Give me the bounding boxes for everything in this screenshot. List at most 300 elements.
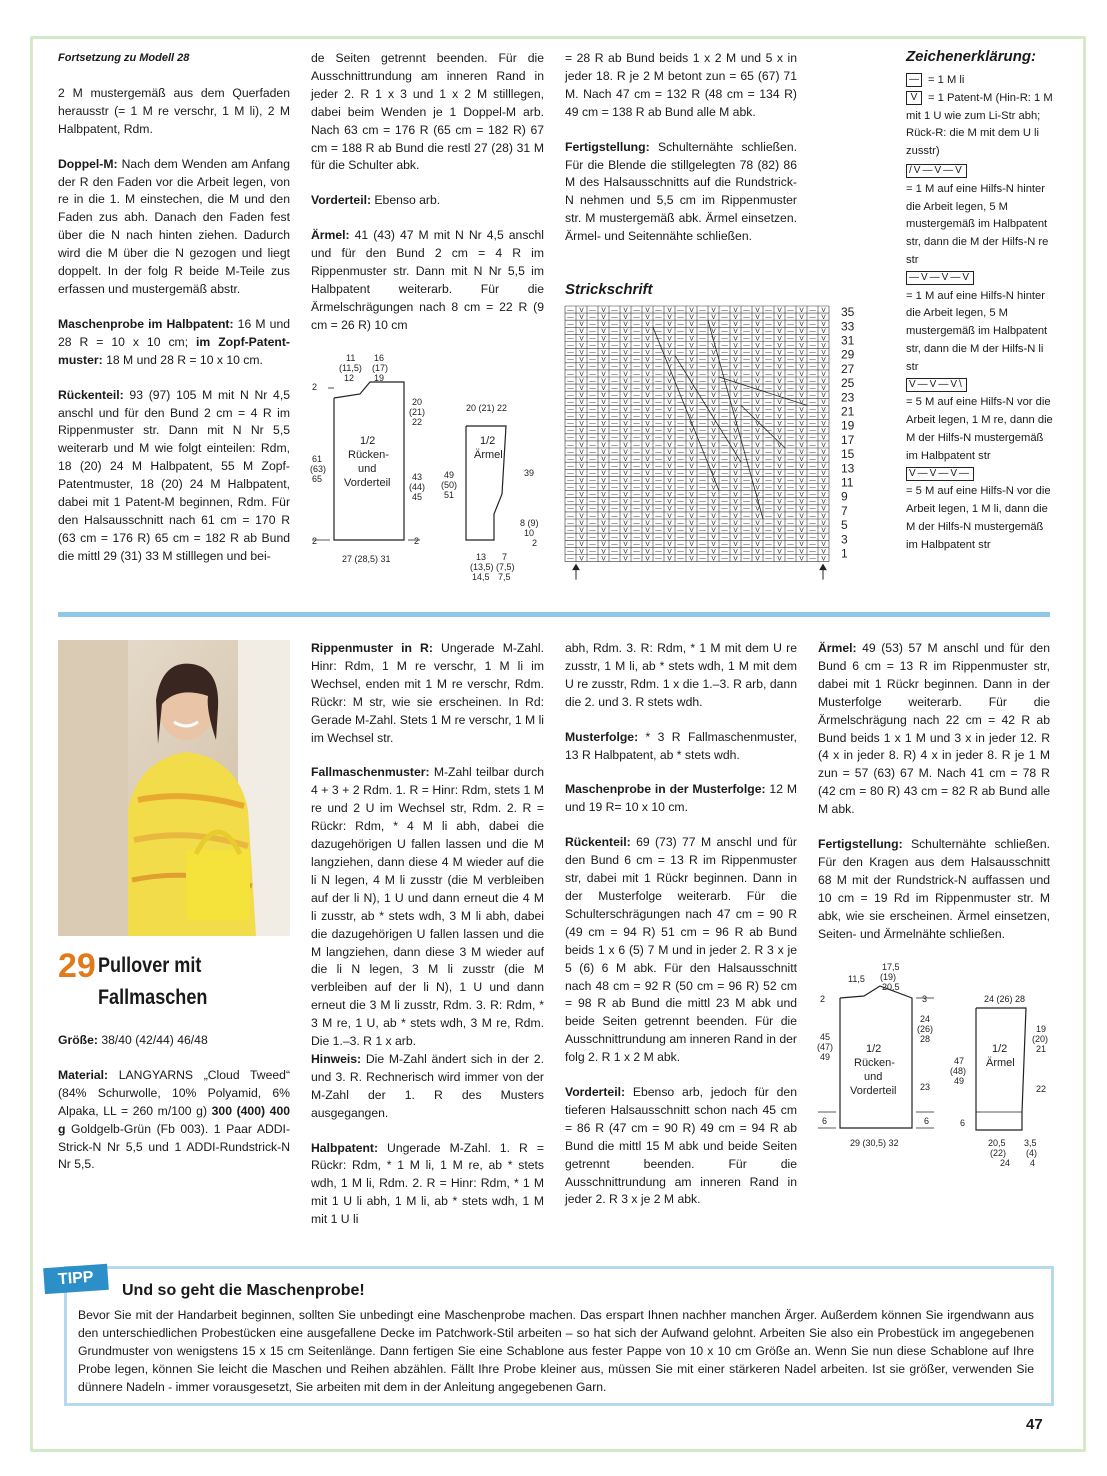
- svg-text:—: —: [633, 541, 640, 549]
- svg-text:—: —: [699, 527, 706, 534]
- svg-text:V: V: [799, 512, 804, 520]
- svg-text:V: V: [601, 392, 606, 400]
- svg-text:22: 22: [412, 417, 423, 427]
- svg-text:V: V: [645, 555, 650, 563]
- svg-text:—: —: [677, 548, 684, 556]
- svg-text:—: —: [787, 527, 794, 534]
- svg-text:V: V: [755, 512, 760, 520]
- svg-text:—: —: [699, 349, 706, 357]
- legend: [906, 72, 1056, 555]
- svg-text:—: —: [699, 491, 706, 499]
- svg-text:—: —: [743, 512, 750, 520]
- svg-text:—: —: [765, 470, 772, 478]
- svg-text:V: V: [711, 399, 716, 407]
- svg-text:V: V: [733, 484, 738, 492]
- svg-text:—: —: [589, 441, 596, 449]
- row-label: 35: [841, 305, 855, 320]
- svg-text:—: —: [677, 314, 684, 321]
- svg-text:—: —: [611, 349, 618, 357]
- row-label: 23: [841, 390, 855, 405]
- svg-text:6: 6: [822, 1116, 828, 1126]
- svg-text:—: —: [611, 420, 618, 428]
- svg-text:—: —: [567, 356, 574, 364]
- svg-text:V: V: [711, 356, 716, 364]
- svg-text:2: 2: [820, 994, 826, 1004]
- svg-text:—: —: [633, 335, 640, 343]
- svg-text:—: —: [765, 441, 772, 449]
- svg-text:Vorderteil: Vorderteil: [850, 1085, 897, 1097]
- svg-text:V: V: [579, 512, 584, 520]
- paragraph-halbpatent: Halbpatent: Ungerade M-Zahl. 1. R = Rückr: Rdm, * 1 M li, 1 M re, ab * stets wdh, 1 M li, Rdm. 2. R = Hinr: Rdm, * 1 M mit 1 U li abh, 1 M li, ab * stets wdh, 1 M mit 1 U li: [311, 1140, 544, 1227]
- svg-text:—: —: [633, 477, 640, 485]
- svg-text:V: V: [821, 363, 826, 371]
- svg-text:—: —: [611, 527, 618, 534]
- svg-text:—: —: [765, 519, 772, 527]
- svg-text:V: V: [711, 420, 716, 428]
- svg-text:—: —: [809, 441, 816, 449]
- svg-text:V: V: [799, 377, 804, 385]
- paragraph-doppel: Doppel-M: Nach dem Wenden am Anfang der R den Faden vor die Arbeit legen, von re in die 1. M einstechen, die M und den Faden zus abh. Danach den Faden fest über die N nach hinten ziehen. Dadurch wird die M über die N gezogen und liegt doppelt. In der folg R beide M-Teile zus erfassen und mustergemäß abstr.: [58, 156, 290, 296]
- svg-text:V: V: [777, 491, 782, 499]
- svg-text:—: —: [721, 349, 728, 357]
- svg-text:V: V: [667, 527, 672, 534]
- svg-text:V: V: [601, 463, 606, 471]
- svg-text:V: V: [667, 456, 672, 463]
- svg-text:V: V: [755, 434, 760, 442]
- svg-text:—: —: [743, 505, 750, 513]
- svg-text:V: V: [579, 399, 584, 407]
- svg-text:—: —: [589, 491, 596, 499]
- paragraph: 2 M mustergemäß aus dem Querfaden herausstr (= 1 M re verschr, 1 M li), 2 M Halbpatent, Rdm.: [58, 85, 290, 136]
- svg-text:—: —: [809, 463, 816, 471]
- svg-text:V: V: [579, 548, 584, 556]
- svg-text:—: —: [589, 306, 596, 314]
- svg-text:V: V: [733, 363, 738, 371]
- svg-text:—: —: [699, 321, 706, 329]
- svg-text:V: V: [601, 477, 606, 485]
- svg-text:V: V: [623, 534, 628, 542]
- svg-text:V: V: [689, 477, 694, 485]
- svg-text:—: —: [633, 314, 640, 321]
- svg-text:—: —: [655, 420, 662, 428]
- svg-text:—: —: [787, 321, 794, 329]
- svg-text:—: —: [787, 548, 794, 556]
- svg-text:—: —: [721, 392, 728, 400]
- svg-text:—: —: [677, 406, 684, 414]
- svg-text:—: —: [633, 470, 640, 478]
- svg-text:V: V: [733, 413, 738, 421]
- svg-text:—: —: [765, 406, 772, 414]
- row-label: 29: [841, 347, 855, 362]
- schematic-sleeve-29: [946, 986, 1050, 1168]
- svg-text:—: —: [721, 519, 728, 527]
- svg-text:—: —: [677, 519, 684, 527]
- svg-text:—: —: [721, 314, 728, 321]
- svg-text:—: —: [699, 363, 706, 371]
- svg-text:—: —: [567, 406, 574, 414]
- svg-text:Ärmel: Ärmel: [986, 1057, 1015, 1069]
- svg-text:—: —: [589, 448, 596, 456]
- paragraph-aermel: Ärmel: 49 (53) 57 M anschl und für den Bund 6 cm = 13 R im Rippenmuster str, dabei mit 1 Rückr beginnen. Dann in der Musterfolge weiterarb. Für die Ärmelschrägung nach 22 cm = 42 R ab Bund beids 1 x 1 M und 3 x in jeder 12. R (4 x in jeder 8. R) 4 x in jeder 8. R je 1 M zun = 57 (63) 67 M. Nach 41 cm = 78 R (42 cm = 80 R) 43 cm = 82 R ab Bund alle M abk.: [818, 641, 1050, 817]
- svg-text:—: —: [787, 541, 794, 549]
- svg-text:—: —: [567, 306, 574, 314]
- svg-text:—: —: [699, 413, 706, 421]
- svg-text:—: —: [677, 527, 684, 534]
- svg-text:—: —: [677, 321, 684, 329]
- svg-text:—: —: [633, 342, 640, 350]
- svg-text:V: V: [821, 306, 826, 314]
- svg-text:—: —: [633, 363, 640, 371]
- svg-text:V: V: [667, 498, 672, 506]
- svg-text:V: V: [579, 470, 584, 478]
- svg-text:—: —: [655, 349, 662, 357]
- svg-text:—: —: [721, 413, 728, 421]
- svg-text:V: V: [645, 370, 650, 378]
- svg-text:—: —: [633, 534, 640, 542]
- svg-text:—: —: [809, 306, 816, 314]
- svg-text:V: V: [689, 470, 694, 478]
- svg-text:—: —: [787, 306, 794, 314]
- svg-text:Vorderteil: Vorderteil: [344, 477, 391, 489]
- svg-text:V: V: [733, 335, 738, 343]
- svg-text:—: —: [699, 541, 706, 549]
- schematic-back-front: [308, 352, 428, 584]
- svg-text:V: V: [711, 498, 716, 506]
- svg-text:V: V: [645, 399, 650, 407]
- svg-text:V: V: [601, 534, 606, 542]
- svg-text:V: V: [821, 505, 826, 513]
- svg-text:—: —: [765, 314, 772, 321]
- svg-text:—: —: [655, 470, 662, 478]
- svg-text:V: V: [579, 505, 584, 513]
- svg-text:—: —: [633, 328, 640, 336]
- svg-text:—: —: [633, 356, 640, 364]
- svg-text:—: —: [743, 377, 750, 385]
- svg-text:V: V: [623, 377, 628, 385]
- purl-symbol-icon: —: [906, 73, 922, 87]
- paragraph: = 28 R ab Bund beids 1 x 2 M und 5 x in jeder 18. R je 2 M betont zun = 65 (67) 71 M. Nach 47 cm = 132 R (48 cm = 134 R) 49 cm = 138 R ab Bund alle M abk.: [565, 51, 797, 119]
- svg-text:V: V: [601, 548, 606, 556]
- cable-symbol-icon: —V—V—V: [906, 271, 974, 285]
- svg-text:V: V: [623, 406, 628, 414]
- svg-text:V: V: [777, 477, 782, 485]
- svg-text:V: V: [623, 512, 628, 520]
- svg-text:—: —: [677, 399, 684, 407]
- svg-text:V: V: [821, 321, 826, 329]
- svg-text:V: V: [689, 484, 694, 492]
- svg-text:V: V: [645, 392, 650, 400]
- svg-text:—: —: [567, 399, 574, 407]
- svg-text:—: —: [655, 321, 662, 329]
- svg-text:—: —: [567, 363, 574, 371]
- svg-text:V: V: [623, 498, 628, 506]
- paragraph-maschenprobe-musterfolge: Maschenprobe in der Musterfolge: 12 M und 19 R= 10 x 10 cm.: [565, 782, 797, 815]
- svg-text:V: V: [799, 342, 804, 350]
- svg-text:—: —: [787, 534, 794, 542]
- svg-text:—: —: [589, 427, 596, 435]
- svg-text:—: —: [677, 342, 684, 350]
- svg-text:V: V: [821, 420, 826, 428]
- svg-text:V: V: [821, 413, 826, 421]
- svg-text:V: V: [623, 441, 628, 449]
- svg-text:—: —: [633, 399, 640, 407]
- svg-text:(11,5): (11,5): [339, 363, 362, 373]
- paragraph-maschenprobe: Maschenprobe im Halbpatent: 16 M und 28 R = 10 x 10 cm; im Zopf-Patent-muster: 18 M und 28 R = 10 x 10 cm.: [58, 316, 290, 367]
- svg-text:V: V: [755, 463, 760, 471]
- svg-text:V: V: [689, 491, 694, 499]
- svg-text:V: V: [755, 484, 760, 492]
- svg-text:—: —: [611, 463, 618, 471]
- svg-text:V: V: [623, 456, 628, 463]
- svg-text:und: und: [358, 463, 377, 475]
- svg-text:—: —: [633, 527, 640, 534]
- svg-text:V: V: [579, 541, 584, 549]
- svg-text:—: —: [677, 463, 684, 471]
- svg-text:19: 19: [1036, 1024, 1047, 1034]
- svg-text:—: —: [589, 434, 596, 442]
- svg-text:(44): (44): [409, 482, 426, 492]
- svg-text:V: V: [689, 456, 694, 463]
- svg-text:V: V: [601, 306, 606, 314]
- svg-text:—: —: [743, 456, 750, 463]
- svg-text:—: —: [699, 441, 706, 449]
- svg-text:—: —: [721, 406, 728, 414]
- svg-text:—: —: [809, 491, 816, 499]
- svg-text:Rücken-: Rücken-: [854, 1057, 895, 1069]
- svg-text:—: —: [809, 477, 816, 485]
- svg-text:—: —: [743, 356, 750, 364]
- svg-text:V: V: [689, 321, 694, 329]
- svg-text:—: —: [765, 392, 772, 400]
- svg-text:V: V: [645, 548, 650, 556]
- svg-text:—: —: [677, 420, 684, 428]
- svg-text:—: —: [655, 406, 662, 414]
- svg-text:—: —: [655, 385, 662, 392]
- svg-text:V: V: [755, 321, 760, 329]
- svg-text:V: V: [733, 349, 738, 357]
- tip-text: Bevor Sie mit der Handarbeit beginnen, sollten Sie unbedingt eine Maschenprobe machen. Das erspart Ihnen nachher manchen Ärger. Außerdem können Sie irgendwann aus den unterschiedlichen Probestücken eine ausgefallene Decke im Patchwork-Stil arbeiten – so hat sich der Aufwand gelohnt. Arbeiten Sie also ein Probestück im angegebenen Grundmuster von wenigstens 15 x 15 cm Seitenlänge. Dann fertigen Sie eine Schablone aus fester Pappe von 10 x 10 cm Größe an. Wenn Sie nun diese Schablone auf Ihre Probe legen, können Sie leicht die Maschen und Reihen abzählen. Fällt Ihre Probe kleiner aus, müssen Sie mit einer stärkeren Nadel arbeiten. Ist sie größer, verwenden Sie dünnere Nadeln - immer vorausgesetzt, Sie arbeiten mit dem in der Anleitung angegebenen Garn.: [78, 1308, 1034, 1394]
- svg-text:—: —: [809, 356, 816, 364]
- svg-text:V: V: [821, 541, 826, 549]
- svg-text:V: V: [799, 427, 804, 435]
- svg-text:—: —: [633, 519, 640, 527]
- svg-text:V: V: [777, 512, 782, 520]
- svg-text:—: —: [721, 441, 728, 449]
- model-photo: [58, 640, 290, 936]
- svg-text:—: —: [765, 555, 772, 563]
- svg-text:V: V: [777, 420, 782, 428]
- row-label: 7: [841, 503, 848, 518]
- svg-text:22: 22: [1036, 1084, 1047, 1094]
- svg-text:V: V: [733, 406, 738, 414]
- svg-text:—: —: [787, 555, 794, 563]
- svg-text:—: —: [809, 456, 816, 463]
- svg-text:V: V: [755, 399, 760, 407]
- svg-text:V: V: [623, 321, 628, 329]
- svg-text:27 (28,5) 31: 27 (28,5) 31: [342, 554, 391, 564]
- svg-text:V: V: [689, 399, 694, 407]
- cable-symbol-icon: V—V—V—: [906, 467, 974, 481]
- svg-text:—: —: [809, 548, 816, 556]
- svg-text:V: V: [821, 477, 826, 485]
- svg-text:—: —: [809, 420, 816, 428]
- svg-text:—: —: [809, 342, 816, 350]
- svg-text:—: —: [633, 484, 640, 492]
- svg-text:V: V: [623, 363, 628, 371]
- svg-text:—: —: [787, 385, 794, 392]
- svg-text:V: V: [777, 399, 782, 407]
- svg-text:—: —: [567, 512, 574, 520]
- svg-text:V: V: [799, 519, 804, 527]
- svg-text:—: —: [765, 498, 772, 506]
- svg-text:—: —: [743, 420, 750, 428]
- svg-text:V: V: [689, 427, 694, 435]
- material-line: Material: LANGYARNS „Cloud Tweed“ (84% Schurwolle, 10% Polyamid, 6% Alpaka, LL = 260 m/100 g) 300 (400) 400 g Goldgelb-Grün (Fb 003). 1 Paar ADDI-Strick-N Nr 5,5 und 1 ADDI-Rundstrick-N Nr 5,5.: [58, 1067, 290, 1172]
- svg-text:—: —: [809, 385, 816, 392]
- cable-symbol-icon: V—V—V\: [906, 378, 967, 392]
- svg-text:—: —: [809, 363, 816, 371]
- svg-text:—: —: [567, 392, 574, 400]
- svg-text:V: V: [667, 385, 672, 392]
- model-specs: [58, 1032, 290, 1191]
- svg-text:V: V: [601, 328, 606, 336]
- svg-text:V: V: [733, 519, 738, 527]
- svg-text:V: V: [755, 527, 760, 534]
- svg-text:V: V: [601, 555, 606, 563]
- svg-text:—: —: [743, 441, 750, 449]
- svg-text:V: V: [645, 512, 650, 520]
- svg-text:V: V: [755, 534, 760, 542]
- svg-text:7: 7: [502, 552, 508, 562]
- svg-text:24: 24: [920, 1014, 931, 1024]
- svg-text:—: —: [809, 534, 816, 542]
- svg-text:V: V: [821, 328, 826, 336]
- svg-text:20,5: 20,5: [882, 982, 900, 992]
- svg-text:—: —: [743, 314, 750, 321]
- svg-text:8 (9): 8 (9): [520, 518, 539, 528]
- svg-text:—: —: [765, 420, 772, 428]
- paragraph-rippen: Rippenmuster in R: Ungerade M-Zahl. Hinr: Rdm, 1 M re verschr, 1 M li im Wechsel, enden mit 1 M re verschr, Rdm. Rückr: M str, wie sie erscheinen. In Rd: Gerade M-Zahl. Stets 1 M re verschr, 1 M li im Wechsel str.: [311, 641, 545, 745]
- svg-text:V: V: [755, 548, 760, 556]
- svg-text:—: —: [589, 335, 596, 343]
- svg-text:V: V: [711, 505, 716, 513]
- svg-text:—: —: [567, 385, 574, 392]
- svg-text:—: —: [743, 335, 750, 343]
- svg-text:—: —: [765, 448, 772, 456]
- svg-text:V: V: [579, 441, 584, 449]
- svg-text:—: —: [699, 434, 706, 442]
- svg-text:—: —: [677, 470, 684, 478]
- svg-text:V: V: [821, 385, 826, 392]
- row-label: 13: [841, 461, 855, 476]
- svg-text:—: —: [655, 441, 662, 449]
- svg-text:V: V: [667, 463, 672, 471]
- svg-text:V: V: [579, 335, 584, 343]
- svg-text:—: —: [567, 527, 574, 534]
- svg-text:51: 51: [444, 490, 455, 500]
- svg-text:V: V: [733, 377, 738, 385]
- svg-text:—: —: [655, 512, 662, 520]
- svg-text:—: —: [743, 385, 750, 392]
- svg-text:—: —: [611, 448, 618, 456]
- svg-text:V: V: [755, 448, 760, 456]
- svg-text:3,5: 3,5: [1024, 1138, 1037, 1148]
- svg-text:—: —: [743, 448, 750, 456]
- paragraph-aermel: Ärmel: 41 (43) 47 M mit N Nr 4,5 anschl und für den Bund 2 cm = 4 R im Rippenmuster str. Dann mit N Nr 5,5 im Halbpatent weiterarb. Für die Ärmelschrägungen nach 8 cm = 22 R (9 cm = 26 R) 10 cm: [311, 228, 544, 332]
- svg-text:—: —: [699, 470, 706, 478]
- svg-text:V: V: [667, 470, 672, 478]
- svg-text:—: —: [809, 498, 816, 506]
- svg-text:—: —: [567, 370, 574, 378]
- svg-text:V: V: [799, 314, 804, 321]
- svg-text:—: —: [743, 392, 750, 400]
- svg-text:V: V: [777, 548, 782, 556]
- svg-text:(26): (26): [917, 1024, 934, 1034]
- svg-text:V: V: [821, 555, 826, 563]
- svg-text:V: V: [755, 314, 760, 321]
- svg-text:—: —: [743, 534, 750, 542]
- svg-text:V: V: [645, 328, 650, 336]
- svg-text:V: V: [667, 377, 672, 385]
- svg-text:—: —: [567, 505, 574, 513]
- svg-text:1/2: 1/2: [360, 435, 376, 447]
- cable-symbol-icon: /V—V—V: [906, 164, 967, 178]
- svg-text:—: —: [721, 363, 728, 371]
- page-number: 47: [1026, 1416, 1043, 1433]
- svg-text:(21): (21): [409, 407, 426, 417]
- svg-text:V: V: [733, 370, 738, 378]
- svg-text:—: —: [611, 356, 618, 364]
- paragraph-musterfolge: Musterfolge: * 3 R Fallmaschenmuster, 13 R Halbpatent, ab * stets wdh.: [565, 729, 797, 762]
- svg-text:—: —: [765, 505, 772, 513]
- svg-text:—: —: [567, 441, 574, 449]
- svg-text:V: V: [733, 470, 738, 478]
- svg-text:V: V: [711, 512, 716, 520]
- svg-text:—: —: [611, 413, 618, 421]
- svg-text:—: —: [633, 491, 640, 499]
- svg-text:—: —: [567, 335, 574, 343]
- svg-text:V: V: [667, 534, 672, 542]
- svg-text:V: V: [799, 434, 804, 442]
- svg-text:—: —: [567, 434, 574, 442]
- svg-text:21: 21: [1036, 1044, 1047, 1054]
- svg-text:V: V: [601, 420, 606, 428]
- svg-text:V: V: [711, 477, 716, 485]
- svg-text:—: —: [721, 541, 728, 549]
- svg-text:V: V: [821, 314, 826, 321]
- svg-text:—: —: [655, 370, 662, 378]
- svg-text:V: V: [667, 314, 672, 321]
- svg-text:V: V: [821, 470, 826, 478]
- svg-text:V: V: [733, 314, 738, 321]
- svg-text:—: —: [655, 491, 662, 499]
- svg-text:V: V: [733, 434, 738, 442]
- svg-text:(19): (19): [880, 972, 897, 982]
- svg-text:V: V: [689, 555, 694, 563]
- svg-text:V: V: [601, 448, 606, 456]
- svg-text:—: —: [655, 377, 662, 385]
- svg-text:V: V: [799, 548, 804, 556]
- svg-text:V: V: [579, 377, 584, 385]
- legend-title: Zeichenerklärung:: [906, 48, 1037, 65]
- svg-text:V: V: [667, 541, 672, 549]
- svg-text:V: V: [601, 377, 606, 385]
- svg-text:—: —: [677, 441, 684, 449]
- row-label: 33: [841, 319, 855, 334]
- svg-text:—: —: [787, 519, 794, 527]
- row-label: 25: [841, 376, 855, 391]
- svg-text:V: V: [667, 342, 672, 350]
